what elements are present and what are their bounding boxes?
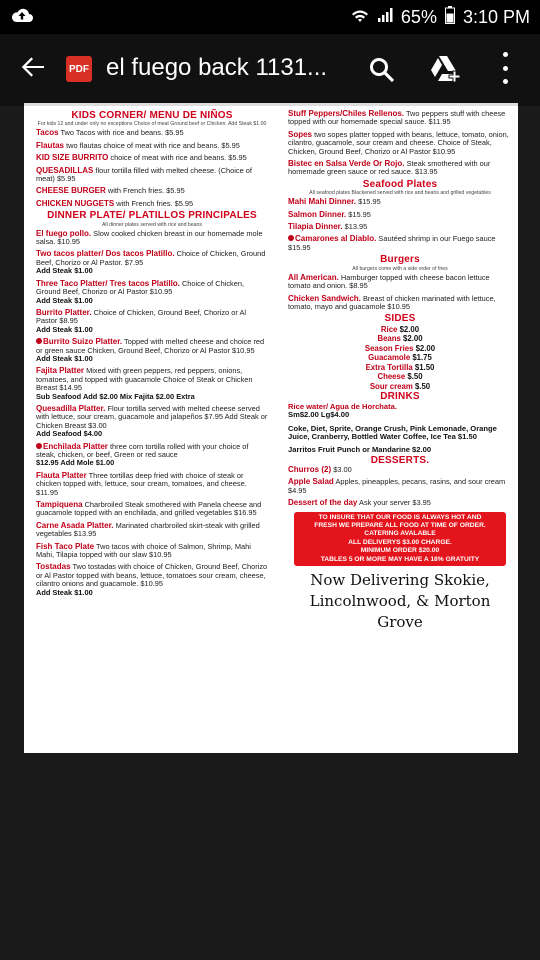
menu-item: [288, 499, 512, 507]
menu-item: [36, 187, 268, 195]
menu-item-extra: Add Steak $1.00: [36, 266, 93, 276]
search-icon[interactable]: [368, 56, 396, 84]
menu-item-name: QUESADILLAS: [36, 165, 94, 175]
more-options-icon[interactable]: [495, 52, 515, 84]
menu-item-description: Choice of Chicken, Ground Beef, Chorizo or Al Pastor. $7.95: [36, 249, 266, 267]
chili-pepper-icon: [36, 338, 42, 344]
seafood-note: All seafood plates Blackened served with rice and beans and grilled vegetables: [309, 190, 491, 197]
menu-item-description: flour tortilla filled with melted cheese. (Choice of meat) $5.95: [36, 165, 252, 184]
menu-item-extra: Add Steak $1.00: [36, 587, 93, 597]
jarritos: Jarritos Fruit Punch or Mandarine $2.00: [288, 445, 432, 454]
menu-item: [288, 274, 512, 291]
menu-item-description: Two tacos with choice of Salmon, Shrimp, Mahi Mahi, Tilapia topped with our slaw $10.95: [36, 541, 251, 560]
side-item-price: $2.00: [415, 343, 436, 353]
side-item: [288, 353, 512, 363]
menu-item: [288, 223, 512, 231]
menu-item: [36, 472, 268, 497]
menu-item-extra: Add Seafood $4.00: [36, 429, 103, 439]
menu-item-description: Slow cooked chicken breast in our homemade mole salsa. $10.95: [36, 228, 263, 247]
menu-item-name: Mahi Mahi Dinner.: [288, 197, 357, 207]
menu-item: [36, 543, 268, 560]
menu-item-extra: Add Steak $1.00: [36, 295, 93, 305]
menu-item-description: with French fries. $5.95: [116, 198, 194, 208]
menu-item: [36, 230, 268, 247]
menu-item-description: Choice of Chicken, Ground Beef, Chorizo or Al Pastor $8.95: [36, 307, 247, 326]
pdf-file-icon: PDF: [66, 56, 92, 82]
side-item: [288, 363, 512, 373]
menu-item-description: Marinated charbroiled skirt-steak with grilled vegetables $13.95: [36, 520, 260, 539]
menu-item-name: Two tacos platter/ Dos tacos Platillo.: [36, 249, 175, 259]
chili-pepper-icon: [36, 443, 42, 449]
menu-left-column: [36, 110, 268, 601]
app-bar: [0, 34, 540, 106]
battery-icon: [445, 6, 455, 29]
side-item-price: $2.00: [399, 324, 420, 334]
menu-right-column: [288, 110, 512, 633]
delivery-banner: Now Delivering Skokie, Lincolnwood, & Morton Grove: [309, 571, 491, 632]
menu-item-name: Burrito Platter.: [36, 307, 92, 317]
menu-item-name: Tampiquena: [36, 500, 83, 510]
menu-item: [36, 338, 268, 363]
menu-item: [36, 250, 268, 275]
menu-item-description: Mixed with green peppers, red peppers, onions, tomatoes, and topped with guacamole Choice of Steak or Chicken Breast $14.95: [36, 366, 253, 393]
menu-item-extra: Add Steak $1.00: [36, 324, 93, 334]
menu-item: [36, 167, 268, 184]
dinner-note: All dinner plates served with rice and beans: [101, 221, 203, 228]
menu-item: [36, 154, 268, 162]
menu-item: [36, 142, 268, 150]
menu-item-name: Tacos: [36, 128, 59, 138]
side-item-price: $2.00: [403, 334, 423, 344]
menu-item-name: Camarones al Diablo.: [295, 234, 377, 244]
menu-item-description: Breast of chicken marinated with lettuce, tomato, mayo and guacamole $10.95: [288, 293, 496, 311]
seafood-heading: Seafood Plates: [362, 178, 438, 190]
menu-item-name: Tilapia Dinner.: [288, 222, 343, 232]
menu-item: [288, 198, 512, 206]
menu-item-name: Three Taco Platter/ Tres tacos Platillo.: [36, 278, 180, 288]
menu-item: [288, 295, 512, 312]
menu-item-description: Two tostadas with choice of Chicken, Ground Beef, Chorizo or Al Pastor topped with beans, lettuce, tomatoes sour cream, cheese, cilantro onions and guacamole. $10.95: [36, 562, 268, 589]
menu-item-name: Apple Salad: [288, 477, 334, 487]
menu-item-description: Two peppers stuff with cheese topped with our homemade special sauce. $11.95: [288, 109, 506, 127]
kids-heading: KIDS CORNER/ MENU DE NIÑOS: [71, 110, 233, 121]
chili-pepper-icon: [288, 235, 294, 241]
side-item: [288, 334, 512, 344]
signal-icon: [377, 7, 393, 28]
menu-item: [288, 131, 512, 156]
menu-item: [36, 443, 268, 468]
menu-item-description: choice of meat with rice and beans. $5.95: [110, 153, 247, 163]
side-item-name: Rice: [380, 324, 398, 334]
battery-percent: 65%: [400, 7, 437, 27]
menu-item-description: $3.00: [333, 465, 352, 474]
menu-item-description: Topped with melted cheese and choice red or green sauce Chicken, Ground Beef, Chorizo or Al Pastor $10.95: [36, 337, 265, 355]
menu-item: [288, 466, 512, 474]
side-item-price: $1.50: [414, 362, 435, 372]
menu-item-description: Apples, pineapples, pecans, rasins, and sour cream $4.95: [288, 477, 506, 495]
side-item-price: $1.75: [412, 353, 432, 363]
burgers-heading: Burgers: [380, 254, 420, 266]
menu-item: [36, 501, 268, 518]
menu-item: [36, 405, 268, 439]
burgers-note: All burgers come with a side order of fries: [352, 265, 448, 272]
menu-item-name: Fajita Platter: [36, 366, 85, 376]
menu-item: [36, 200, 268, 208]
side-item-price: $.50: [414, 381, 431, 391]
menu-item-name: Chicken Sandwich.: [288, 293, 361, 303]
desserts-heading: DESSERTS.: [370, 454, 430, 466]
menu-item-name: Dessert of the day: [288, 498, 358, 508]
menu-item-description: two sopes platter topped with beans, lettuce, tomato, onion, cilantro, guacamole, sour cream and cheese. Choice of Steak, Chicken, Ground Beef, Chorizo or Al Pastor $10.95: [288, 129, 509, 156]
menu-item-extra: Sub Seafood Add $2.00 Mix Fajita $2.00 Extra: [36, 391, 195, 401]
side-item-price: $.50: [407, 372, 423, 382]
add-to-drive-icon[interactable]: [430, 54, 462, 82]
side-item-name: Season Fries: [364, 343, 414, 353]
menu-item: [36, 522, 268, 539]
menu-item-description: Choice of Chicken, Ground Beef, Chorizo or Al Pastor $10.95: [36, 278, 244, 297]
side-item-name: Sour cream: [369, 381, 413, 391]
drinks-heading: DRINKS: [380, 391, 420, 403]
menu-item-name: KID SIZE BURRITO: [36, 153, 109, 163]
menu-item-description: Sautéed shrimp in our Fuego sauce $15.95: [288, 234, 496, 252]
side-item-name: Cheese: [377, 372, 406, 382]
menu-item-description: with French fries. $5.95: [107, 186, 185, 196]
menu-item-description: two flautas choice of meat with rice and beans. $5.95: [66, 140, 240, 150]
menu-item-name: Churros (2): [288, 465, 332, 474]
wifi-icon: [351, 7, 369, 28]
menu-item-name: Burrito Suizo Platter.: [43, 337, 123, 347]
horchata-name: Rice water/ Agua de Horchata.: [288, 401, 398, 411]
status-bar: [0, 0, 540, 34]
menu-item-name: CHICKEN NUGGETS: [36, 198, 115, 208]
menu-item-name: Quesadilla Platter.: [36, 403, 106, 413]
kids-note: For kids 12 and under only no exceptions Choice of meat Ground beef or Chicken. Add Steak $1.00: [37, 121, 267, 128]
menu-item: [288, 478, 512, 495]
menu-item-name: Flauta Platter: [36, 470, 87, 480]
menu-item-description: $15.95: [358, 197, 381, 207]
menu-item: [288, 235, 512, 252]
side-item: [288, 325, 512, 335]
menu-item-name: Salmon Dinner.: [288, 209, 347, 219]
menu-item-description: Steak smothered with our homemade green sauce or red sauce. $13.95: [288, 159, 491, 177]
menu-item: [36, 280, 268, 305]
menu-item: [288, 160, 512, 177]
menu-item-description: Ask your server $3.95: [359, 498, 431, 508]
side-item: [288, 372, 512, 382]
menu-item-name: Flautas: [36, 140, 65, 150]
menu-item: [36, 309, 268, 334]
menu-item-description: Three tortillas deep fried with choice of steak or chicken topped with, lettuce, sour cream, tomatoes, and cheese. $11.95: [36, 470, 247, 497]
document-title: el fuego back 1131...: [106, 54, 328, 81]
menu-item-description: Hamburger topped with cheese bacon lettuce tomato and onion. $8.95: [288, 272, 490, 291]
menu-item-name: Bistec en Salsa Verde Or Rojo.: [288, 159, 405, 169]
side-item: [288, 382, 512, 392]
menu-item-name: Enchilada Platter: [43, 441, 108, 451]
clock: 3:10 PM: [462, 7, 530, 27]
sides-heading: SIDES: [384, 313, 416, 325]
menu-item-name: Carne Asada Platter.: [36, 520, 114, 530]
menu-item-name: Fish Taco Plate: [36, 541, 95, 551]
side-item-name: Extra Tortilla: [365, 362, 413, 372]
menu-item: [36, 563, 268, 597]
cloud-upload-icon: [10, 6, 34, 29]
menu-item-name: El fuego pollo.: [36, 228, 92, 238]
menu-item: [36, 129, 268, 137]
menu-item-description: $15.95: [348, 209, 371, 219]
notice-box: TO INSURE THAT OUR FOOD IS ALWAYS HOT AND FRESH WE PREPARE ALL FOOD AT TIME OF ORDER. CATERING AVALABLE ALL DELIVERYS $3.00 CHARGE. MINIMUM ORDER $20.00 TABLES 5 OR MORE MAY HAVE A 18% GRATUITY: [294, 512, 506, 566]
horchata-price: Sm$2.00 Lg$4.00: [288, 410, 350, 420]
menu-item-name: Tostadas: [36, 562, 71, 572]
back-arrow-icon[interactable]: [20, 54, 46, 85]
menu-item: [288, 110, 512, 127]
sodas-list: Coke, Diet, Sprite, Orange Crush, Pink Lemonade, Orange Juice, Cranberry, Bottled Water Coffee, Ice Tea $1.50: [288, 423, 497, 442]
side-item: [288, 344, 512, 354]
menu-item-description: Charbroiled Steak smothered with Panela cheese and guacamole topped with an enchilada, and grilled vegetables $16.95: [36, 500, 262, 518]
menu-item: [288, 211, 512, 219]
menu-item: [36, 367, 268, 401]
menu-item-description: $13.95: [344, 222, 368, 232]
menu-item-description: three corn tortilla rolled with your choice of steak, chicken, or beef, Green or red sauce: [36, 441, 249, 459]
menu-item-name: Sopes: [288, 129, 313, 139]
menu-item-name: Stuff Peppers/Chiles Rellenos.: [288, 109, 405, 118]
side-item-name: Guacamole: [368, 353, 411, 363]
menu-item-description: Flour tortilla served with melted cheese served with lettuce, sour cream, guacamole and jalapeños $7.95 Add Steak or Chicken Breast $3.00: [36, 403, 268, 430]
menu-item-description: Two Tacos with rice and beans. $5.95: [60, 128, 184, 138]
menu-item-name: CHEESE BURGER: [36, 186, 106, 196]
menu-page: [24, 103, 518, 753]
menu-item-name: All American.: [288, 272, 339, 282]
menu-item-extra: Add Steak $1.00: [36, 353, 93, 363]
menu-item-extra: $12.95 Add Mole $1.00: [36, 458, 115, 468]
side-item-name: Beans: [377, 334, 401, 344]
dinner-heading: DINNER PLATE/ PLATILLOS PRINCIPALES: [47, 210, 257, 222]
